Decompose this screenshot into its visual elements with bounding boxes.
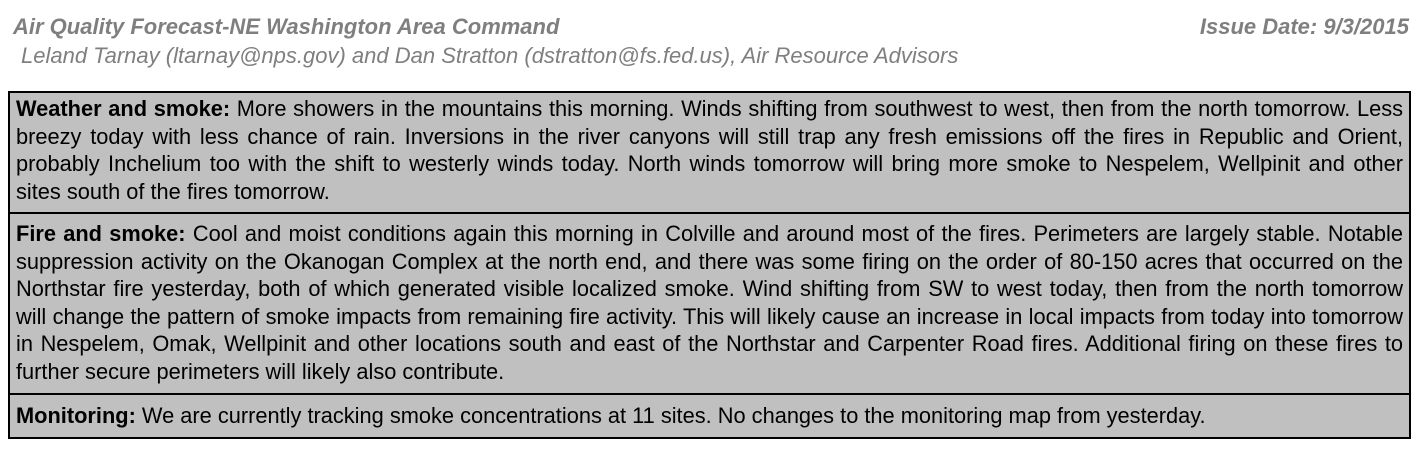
fire-smoke-label: Fire and smoke: [16,221,186,246]
monitoring-section [10,393,1409,437]
forecast-title: Air Quality Forecast-NE Washington Area Command [13,14,560,39]
issue-date: Issue Date: 9/3/2015 [1199,14,1409,39]
fire-smoke-text: Cool and moist conditions again this morning in Colville and around most of the fires. Perimeters are largely stable. Notable suppression activity on the Okanogan Complex at the north end, and there was some firing on the order of 80-150 acres that occurred on the Northstar fire yesterday, both of which generated visible localized smoke. Wind shifting from SW to west today, then from the north tomorrow will change the pattern of smoke impacts from remaining fire activity. This will likely cause an increase in local impacts from today into tomorrow in Nespelem, Omak, Wellpinit and other locations south and east of the Northstar and Carpenter Road fires. Additional firing on these fires to further secure perimeters will likely also contribute. [16,221,1403,384]
fire-smoke-section [10,212,1409,393]
authors-line: Leland Tarnay (ltarnay@nps.gov) and Dan Stratton (dstratton@fs.fed.us), Air Resource Advisors [21,43,959,68]
monitoring-text: We are currently tracking smoke concentrations at 11 sites. No changes to the monitoring map from yesterday. [135,403,1206,428]
weather-smoke-section [10,93,1409,212]
weather-smoke-text: More showers in the mountains this morning. Winds shifting from southwest to west, then from the north tomorrow. Less breezy today with less chance of rain. Inversions in the river canyons will still trap any fresh emissions off the fires in Republic and Orient, probably Inchelium too with the shift to westerly winds today. North winds tomorrow will bring more smoke to Nespelem, Wellpinit and other sites south of the fires tomorrow. [16,96,1403,204]
forecast-table [8,91,1411,439]
monitoring-label: Monitoring: [16,403,136,428]
weather-smoke-label: Weather and smoke: [16,96,231,121]
